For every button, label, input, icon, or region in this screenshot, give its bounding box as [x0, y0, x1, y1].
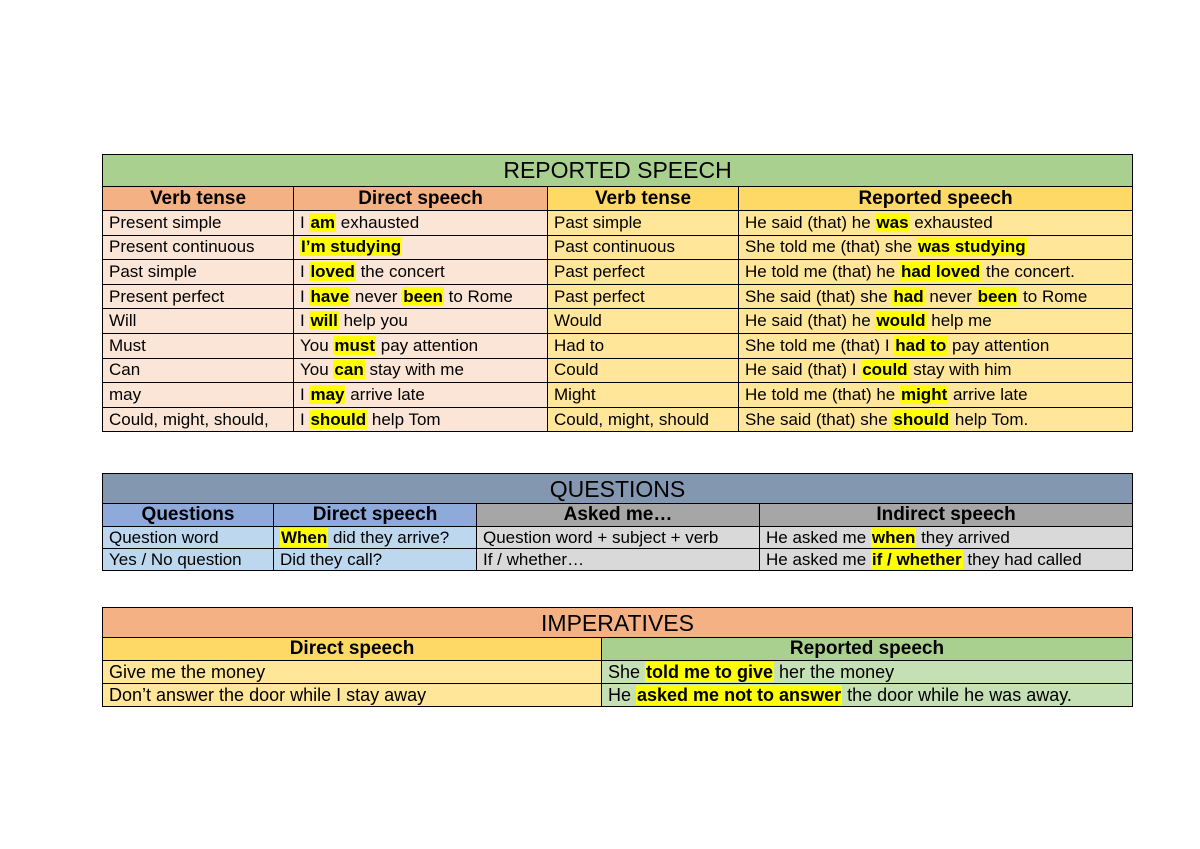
reported-speech-rows	[103, 211, 1133, 432]
table-row	[103, 284, 1133, 309]
cell-text: never	[350, 286, 403, 306]
table-row	[103, 309, 1133, 334]
cell-text: I	[300, 286, 310, 306]
reported-speech-title: REPORTED SPEECH	[103, 155, 1133, 187]
cell-text: may	[109, 384, 142, 404]
table-cell	[548, 358, 739, 383]
cell-text: they arrived	[916, 527, 1010, 547]
table-cell	[548, 235, 739, 260]
highlighted-text: been	[403, 286, 443, 306]
table-cell	[548, 260, 739, 285]
cell-text: her the money	[774, 661, 895, 682]
highlighted-text: have	[310, 286, 350, 306]
cell-text: Don’t answer the door while I stay away	[109, 684, 427, 705]
col-header-indirect-speech: Indirect speech	[760, 504, 1133, 527]
table-row	[103, 549, 1133, 571]
highlighted-text: if / whether	[871, 549, 962, 569]
cell-text: help Tom.	[950, 409, 1029, 429]
cell-text: Past simple	[554, 212, 642, 232]
highlighted-text: been	[977, 286, 1018, 306]
cell-text: Would	[554, 311, 602, 331]
cell-text: He	[608, 684, 637, 705]
cell-text: She said (that) she	[745, 409, 893, 429]
cell-text: the concert.	[981, 261, 1075, 281]
table-cell	[294, 260, 548, 285]
table-cell	[294, 309, 548, 334]
imperatives-rows	[103, 661, 1133, 707]
cell-text: Had to	[554, 335, 605, 355]
table-row	[103, 527, 1133, 549]
imperatives-title: IMPERATIVES	[103, 608, 1133, 638]
table-cell	[739, 309, 1133, 334]
table-cell	[103, 235, 294, 260]
cell-text: Present continuous	[109, 237, 255, 257]
cell-text: Could, might, should,	[109, 409, 269, 429]
table-cell	[739, 407, 1133, 432]
cell-text: stay with him	[908, 360, 1012, 380]
table-cell	[103, 309, 294, 334]
cell-text: to Rome	[443, 286, 513, 306]
col-header-direct-speech: Direct speech	[294, 187, 548, 211]
table-cell	[294, 235, 548, 260]
cell-text: arrive late	[948, 384, 1028, 404]
cell-text: pay attention	[376, 335, 479, 355]
cell-text: Might	[554, 384, 596, 404]
highlighted-text: would	[876, 311, 926, 331]
table-cell	[548, 284, 739, 309]
cell-text: Past continuous	[554, 237, 675, 257]
highlighted-text: can	[334, 360, 364, 380]
table-cell	[739, 284, 1133, 309]
cell-text: Must	[109, 335, 146, 355]
highlighted-text: asked me not to answer	[637, 684, 842, 705]
table-cell	[739, 211, 1133, 236]
cell-text: Present simple	[109, 212, 222, 232]
highlighted-text: must	[334, 335, 376, 355]
cell-text: help Tom	[367, 409, 441, 429]
table-row	[103, 211, 1133, 236]
col-header-direct-speech: Direct speech	[274, 504, 477, 527]
highlighted-text: had	[893, 286, 924, 306]
cell-text: the door while he was away.	[842, 684, 1072, 705]
table-cell	[760, 527, 1133, 549]
cell-text: I	[300, 311, 310, 331]
col-header-reported-speech: Reported speech	[602, 638, 1133, 661]
table-cell	[602, 684, 1133, 707]
cell-text: Question word	[109, 527, 219, 547]
cell-text: He said (that) I	[745, 360, 862, 380]
cell-text: He said (that) he	[745, 212, 876, 232]
questions-title: QUESTIONS	[103, 474, 1133, 504]
col-header-asked-me: Asked me…	[477, 504, 760, 527]
cell-text: Could	[554, 360, 599, 380]
table-cell	[548, 407, 739, 432]
highlighted-text: could	[862, 360, 908, 380]
cell-text: help you	[338, 311, 408, 331]
cell-text: Did they call?	[280, 549, 383, 569]
cell-text: to Rome	[1018, 286, 1088, 306]
table-cell	[103, 358, 294, 383]
table-cell	[103, 211, 294, 236]
cell-text: Past perfect	[554, 261, 645, 281]
table-cell	[548, 309, 739, 334]
table-cell	[739, 333, 1133, 358]
table-cell	[739, 358, 1133, 383]
questions-rows	[103, 527, 1133, 571]
highlighted-text: I’m studying	[301, 237, 402, 257]
cell-text: Give me the money	[109, 661, 266, 682]
cell-text: Question word + subject + verb	[483, 527, 719, 547]
table-cell	[103, 549, 274, 571]
cell-text: I	[300, 409, 310, 429]
col-header-reported-speech: Reported speech	[739, 187, 1133, 211]
table-cell	[294, 383, 548, 408]
table-cell	[477, 527, 760, 549]
table-cell	[739, 235, 1133, 260]
highlighted-text: should	[893, 409, 950, 429]
cell-text: Past perfect	[554, 286, 645, 306]
cell-text: exhausted	[909, 212, 993, 232]
table-cell	[294, 284, 548, 309]
cell-text: arrive late	[345, 384, 425, 404]
highlighted-text: had loved	[900, 261, 981, 281]
table-cell	[103, 527, 274, 549]
highlighted-text: told me to give	[646, 661, 774, 682]
highlighted-text: loved	[310, 261, 355, 281]
cell-text: help me	[926, 311, 992, 331]
highlighted-text: When	[281, 527, 328, 547]
table-cell	[548, 333, 739, 358]
highlighted-text: was	[876, 212, 909, 232]
cell-text: Could, might, should	[554, 409, 709, 429]
highlighted-text: was studying	[917, 237, 1026, 257]
cell-text: Will	[109, 311, 137, 331]
table-cell	[294, 358, 548, 383]
table-cell	[602, 661, 1133, 684]
table-row	[103, 235, 1133, 260]
table-row	[103, 684, 1133, 707]
cell-text: He told me (that) he	[745, 261, 900, 281]
cell-text: If / whether…	[483, 549, 585, 569]
col-header-verb-tense: Verb tense	[103, 187, 294, 211]
highlighted-text: should	[310, 409, 367, 429]
col-header-verb-tense-past: Verb tense	[548, 187, 739, 211]
table-cell	[739, 260, 1133, 285]
cell-text: She	[608, 661, 646, 682]
reported-speech-table	[102, 154, 1133, 432]
cell-text: She said (that) she	[745, 286, 893, 306]
cell-text: pay attention	[947, 335, 1050, 355]
questions-table	[102, 473, 1133, 571]
cell-text: I	[300, 261, 310, 281]
table-cell	[477, 549, 760, 571]
cell-text: You	[300, 360, 334, 380]
cell-text: He said (that) he	[745, 311, 876, 331]
cell-text: never	[924, 286, 977, 306]
cell-text: did they arrive?	[328, 527, 450, 547]
cell-text: He told me (that) he	[745, 384, 900, 404]
highlighted-text: had to	[895, 335, 947, 355]
imperatives-table	[102, 607, 1133, 707]
table-cell	[294, 407, 548, 432]
cell-text: Present perfect	[109, 286, 225, 306]
cell-text: Yes / No question	[109, 549, 242, 569]
table-cell	[548, 383, 739, 408]
highlighted-text: will	[310, 311, 338, 331]
table-cell	[294, 333, 548, 358]
col-header-direct-speech: Direct speech	[103, 638, 602, 661]
table-cell	[760, 549, 1133, 571]
cell-text: I	[300, 212, 310, 232]
table-cell	[103, 684, 602, 707]
table-row	[103, 383, 1133, 408]
cell-text: You	[300, 335, 334, 355]
highlighted-text: when	[871, 527, 916, 547]
col-header-questions: Questions	[103, 504, 274, 527]
cell-text: She told me (that) she	[745, 237, 917, 257]
cell-text: I	[300, 384, 310, 404]
table-cell	[103, 260, 294, 285]
table-row	[103, 407, 1133, 432]
table-row	[103, 333, 1133, 358]
highlighted-text: might	[900, 384, 948, 404]
table-cell	[294, 211, 548, 236]
cell-text: they had called	[962, 549, 1082, 569]
table-cell	[103, 284, 294, 309]
table-cell	[103, 333, 294, 358]
table-cell	[103, 407, 294, 432]
table-cell	[274, 527, 477, 549]
table-cell	[274, 549, 477, 571]
cell-text: stay with me	[364, 360, 464, 380]
table-cell	[103, 661, 602, 684]
table-cell	[103, 383, 294, 408]
cell-text: She told me (that) I	[745, 335, 895, 355]
cell-text: exhausted	[336, 212, 420, 232]
table-row	[103, 260, 1133, 285]
highlighted-text: am	[310, 212, 336, 232]
table-cell	[548, 211, 739, 236]
cell-text: He asked me	[766, 549, 871, 569]
table-cell	[739, 383, 1133, 408]
cell-text: He asked me	[766, 527, 871, 547]
cell-text: Can	[109, 360, 141, 380]
table-row	[103, 358, 1133, 383]
table-row	[103, 661, 1133, 684]
cell-text: the concert	[355, 261, 445, 281]
cell-text: Past simple	[109, 261, 197, 281]
highlighted-text: may	[310, 384, 345, 404]
